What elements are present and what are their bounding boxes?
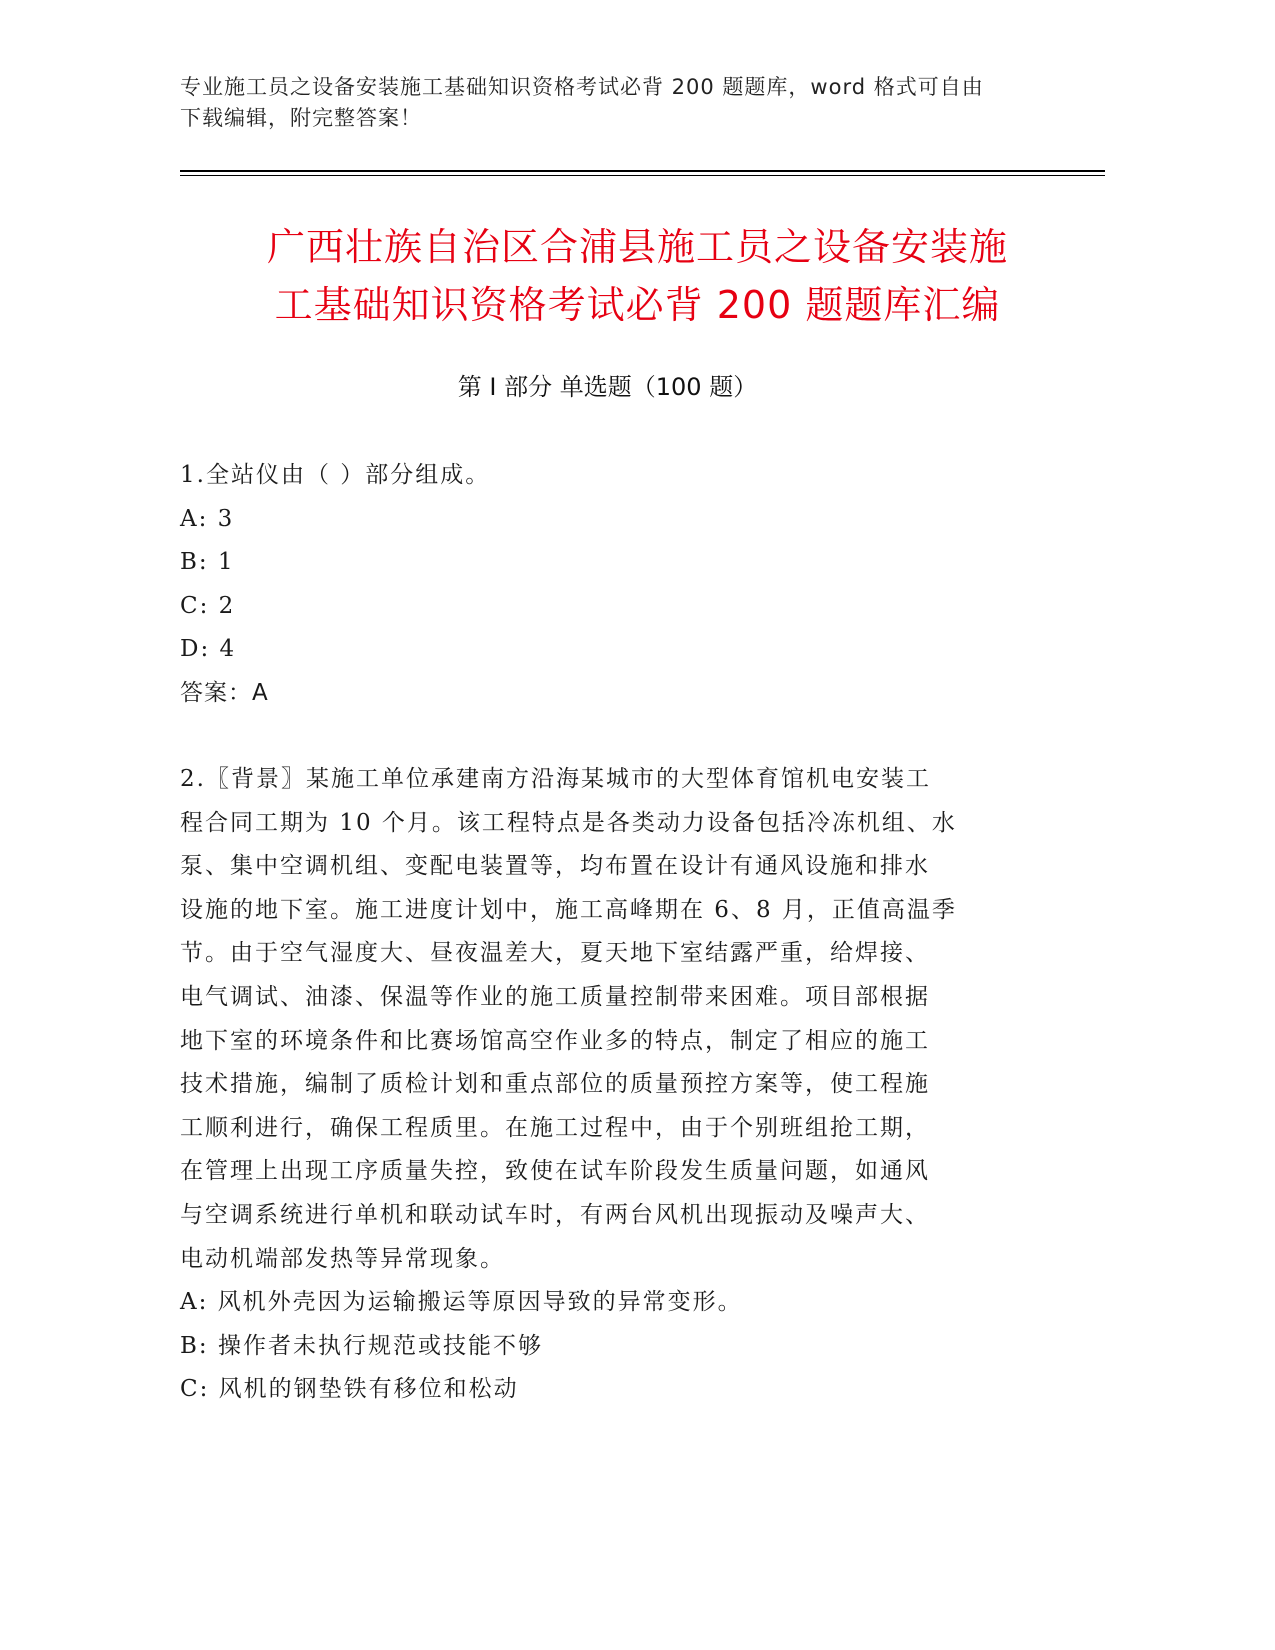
question-stem-line: 设施的地下室。施工进度计划中，施工高峰期在 6、8 月，正值高温季 — [180, 896, 957, 923]
header-note — [180, 72, 1040, 134]
question-stem-line: 技术措施，编制了质检计划和重点部位的质量预控方案等，使工程施 — [180, 1071, 930, 1098]
question-stem-line: 工顺利进行，确保工程质里。在施工过程中，由于个别班组抢工期， — [180, 1114, 930, 1141]
question-stem-line: 电气调试、油漆、保温等作业的施工质量控制带来困难。项目部根据 — [180, 983, 930, 1010]
question-1 — [180, 454, 1035, 716]
document-title-line-1: 广西壮族自治区合浦县施工员之设备安装施 — [266, 225, 1008, 269]
header-divider-thin — [180, 175, 1105, 176]
header-note-line-1: 专业施工员之设备安装施工基础知识资格考试必背 200 题题库，word 格式可自由 — [180, 75, 984, 99]
document-title — [160, 218, 1115, 334]
header-note-line-2: 下载编辑，附完整答案！ — [180, 106, 422, 130]
option-c: C: 2 — [180, 592, 236, 619]
section-heading: 第 I 部分 单选题（100 题） — [457, 373, 758, 401]
question-stem: 1.全站仪由（ ）部分组成。 — [180, 462, 491, 488]
option-b: B: 1 — [180, 549, 235, 576]
question-stem-line: 电动机端部发热等异常现象。 — [180, 1245, 505, 1272]
option-b: B: 操作者未执行规范或技能不够 — [180, 1332, 543, 1359]
document-title-line-2: 工基础知识资格考试必背 200 题题库汇编 — [274, 283, 1001, 327]
question-stem-line: 地下室的环境条件和比赛场馆高空作业多的特点，制定了相应的施工 — [180, 1027, 930, 1054]
option-d: D: 4 — [180, 636, 237, 663]
question-stem-line: 在管理上出现工序质量失控，致使在试车阶段发生质量问题，如通风 — [180, 1158, 930, 1185]
option-a: A: 风机外壳因为运输搬运等原因导致的异常变形。 — [180, 1289, 743, 1316]
answer-line: 答案：A — [180, 679, 269, 706]
option-c: C: 风机的钢垫铁有移位和松动 — [180, 1376, 519, 1403]
question-stem-line: 节。由于空气湿度大、昼夜温差大，夏天地下室结露严重，给焊接、 — [180, 940, 930, 967]
question-stem-line: 泵、集中空调机组、变配电装置等，均布置在设计有通风设施和排水 — [180, 853, 930, 880]
option-a: A: 3 — [180, 505, 235, 532]
question-2 — [180, 758, 1035, 1412]
question-stem-line: 2.〖背景〗某施工单位承建南方沿海某城市的大型体育馆机电安装工 — [180, 766, 931, 792]
question-stem-line: 与空调系统进行单机和联动试车时，有两台风机出现振动及噪声大、 — [180, 1201, 930, 1228]
header-divider-thick — [180, 170, 1105, 172]
question-stem-line: 程合同工期为 10 个月。该工程特点是各类动力设备包括冷冻机组、水 — [180, 809, 957, 836]
